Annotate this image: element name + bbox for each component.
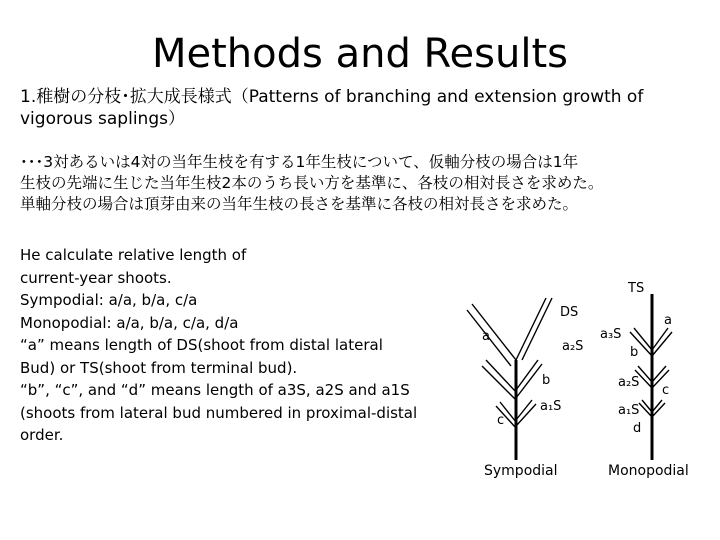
- slide-title: Methods and Results: [152, 31, 568, 77]
- sympodial-shoot-ds: [516, 298, 552, 360]
- label-a: a: [482, 329, 490, 344]
- sympodial-caption: Sympodial: [484, 463, 558, 479]
- sympodial-labels: [482, 305, 583, 479]
- english-line: “b”, “c”, and “d” means length of a3S, a2S and a1S: [20, 381, 410, 399]
- english-line: (shoots from lateral bud numbered in proximal-distal: [20, 403, 418, 422]
- english-line: Monopodial: a/a, b/a, c/a, d/a: [20, 313, 239, 332]
- english-line: Bud) or TS(shoot from terminal bud).: [20, 358, 298, 377]
- sympodial-shoot-a2s: [516, 360, 542, 398]
- label-a2s: a₂S: [562, 339, 584, 354]
- section-heading: 1.稚樹の分枝･拡大成長様式（Patterns of branching and extension growth of vigorous saplings）: [20, 87, 644, 129]
- label-ts: TS: [628, 281, 645, 296]
- english-description: [20, 244, 450, 447]
- english-line: order.: [20, 426, 64, 444]
- label-a2s: a₂S: [618, 375, 640, 390]
- english-line: He calculate relative length of: [20, 246, 247, 264]
- branching-diagram: [460, 270, 710, 485]
- label-d: d: [633, 421, 642, 436]
- label-a3s: a₃S: [600, 327, 622, 342]
- label-b: b: [630, 345, 639, 360]
- label-a1s: a₁S: [540, 399, 562, 414]
- label-a1s: a₁S: [618, 403, 640, 418]
- label-c: c: [662, 383, 670, 398]
- label-ds: DS: [560, 305, 579, 320]
- label-a: a: [664, 313, 672, 328]
- sympodial-diagram: [467, 298, 552, 460]
- sympodial-shoot-a1s: [516, 400, 536, 426]
- english-line: Sympodial: a/a, b/a, c/a: [20, 291, 198, 309]
- label-b: b: [542, 373, 551, 388]
- english-line: “a” means length of DS(shoot from distal lateral: [20, 336, 383, 354]
- english-line: current-year shoots.: [20, 268, 172, 287]
- monopodial-caption: Monopodial: [608, 463, 689, 479]
- sympodial-shoot-a: [467, 304, 516, 366]
- label-c: c: [497, 413, 505, 428]
- japanese-description: ･･･3対あるいは4対の当年生枝を有する1年生枝について、仮軸分枝の場合は1年 生枝の先端に生じた当年生枝2本のうち長い方を基準に、各枝の相対長さを求めた。 単軸分枝の場合は頂芽由来の当年生枝の長さを基準に各枝の相対長さを求めた。: [20, 153, 604, 213]
